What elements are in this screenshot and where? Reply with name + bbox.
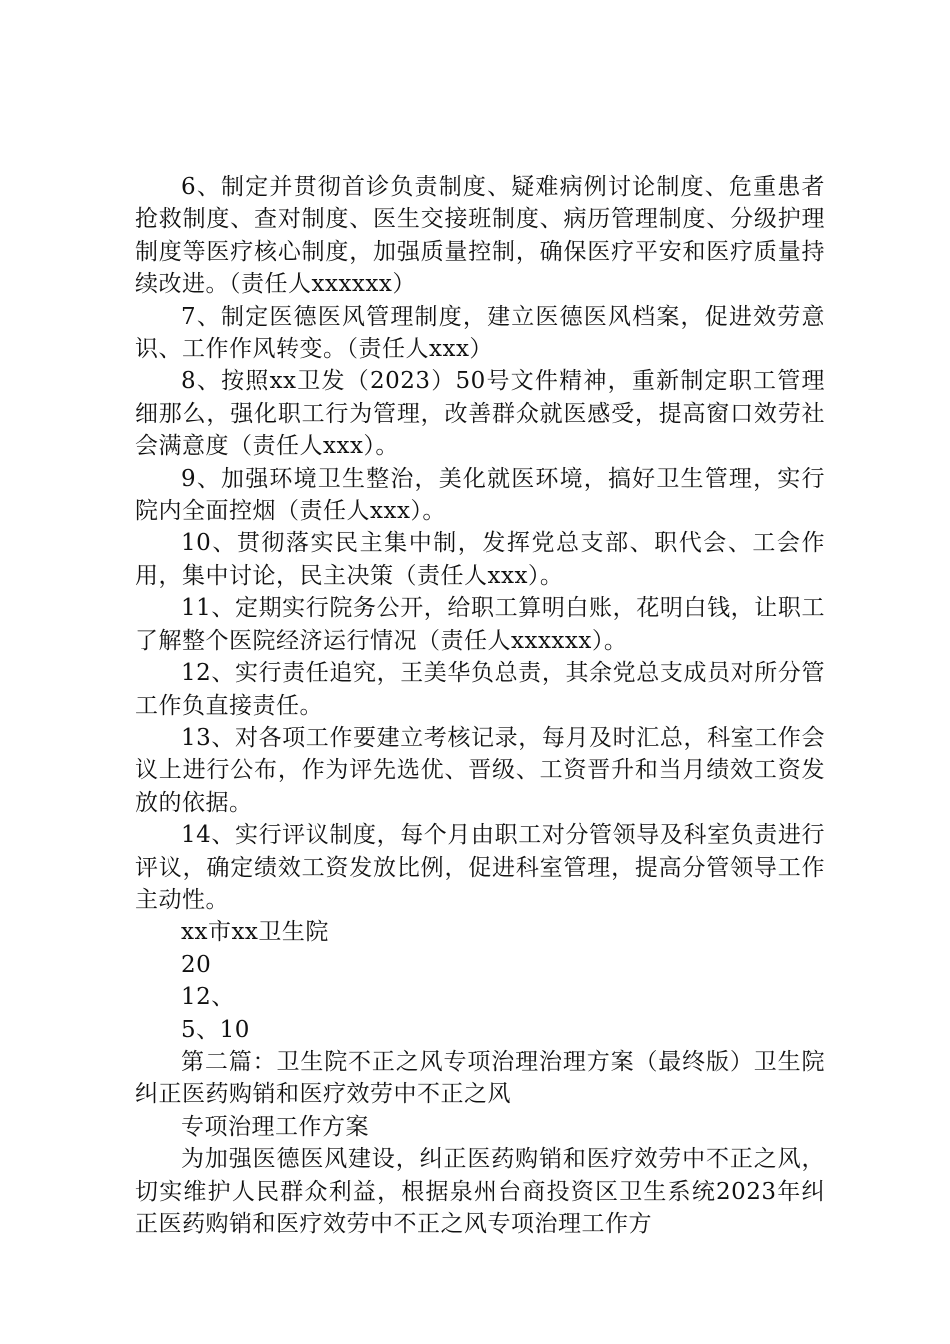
item-7: 7、制定医德医风管理制度，建立医德医风档案，促进效劳意识、工作作风转变。（责任人xxx） [135,303,825,363]
section2-body: 为加强医德医风建设，纠正医药购销和医疗效劳中不正之风，切实维护人民群众利益，根据泉州台商投资区卫生系统2023年纠正医药购销和医疗效劳中不正之风专项治理工作方 [135,1146,825,1237]
item-8: 8、按照xx卫发（2023）50号文件精神，重新制定职工管理细那么，强化职工行为管理，改善群众就医感受，提高窗口效劳社会满意度（责任人xxx）。 [135,368,825,460]
section2-title: 第二篇：卫生院不正之风专项治理治理方案（最终版）卫生院纠正医药购销和医疗效劳中不正之风 [135,1048,825,1108]
signature-day: 5、10 [181,1016,250,1043]
item-9: 9、加强环境卫生整治，美化就医环境，搞好卫生管理，实行院内全面控烟（责任人xxx）。 [135,465,825,525]
item-6: 6、制定并贯彻首诊负责制度、疑难病例讨论制度、危重患者抢救制度、查对制度、医生交接班制度、病历管理制度、分级护理制度等医疗核心制度，加强质量控制，确保医疗平安和医疗质量持续改进。（责任人xxxxxx） [135,174,825,298]
signature-month: 12、 [181,984,235,1011]
item-11: 11、定期实行院务公开，给职工算明白账，花明白钱，让职工了解整个医院经济运行情况（责任人xxxxxx）。 [135,595,825,654]
signature-year: 20 [181,951,212,978]
item-12: 12、实行责任追究，王美华负总责，其余党总支成员对所分管工作负直接责任。 [135,660,825,719]
item-14: 14、实行评议制度，每个月由职工对分管领导及科室负责进行评议，确定绩效工资发放比例，促进科室管理，提高分管领导工作主动性。 [135,822,825,913]
item-10: 10、贯彻落实民主集中制，发挥党总支部、职代会、工会作用，集中讨论，民主决策（责任人xxx）。 [135,530,825,589]
item-13: 13、对各项工作要建立考核记录，每月及时汇总，科室工作会议上进行公布，作为评先选优、晋级、工资晋升和当月绩效工资发放的依据。 [135,724,825,816]
document-body [135,171,825,1240]
signature-org: xx市xx卫生院 [181,919,329,946]
section2-subtitle: 专项治理工作方案 [181,1113,369,1140]
